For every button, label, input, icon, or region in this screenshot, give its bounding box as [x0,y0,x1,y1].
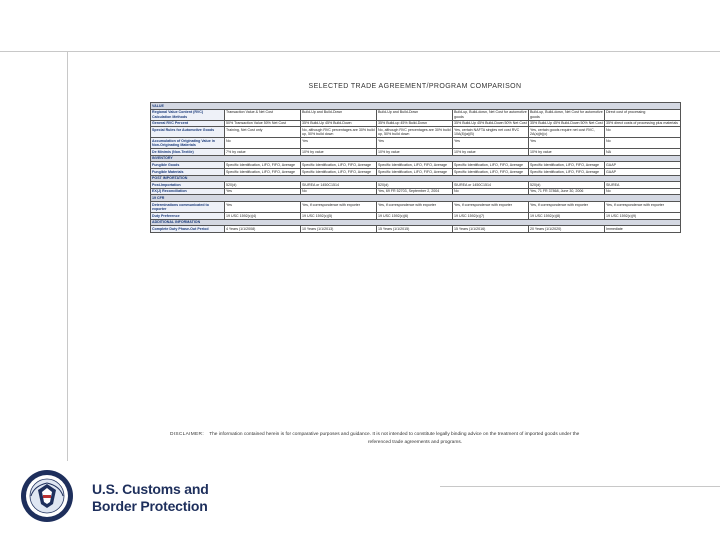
table-row [151,127,681,138]
table-row [151,162,681,169]
table-cell: Yes, if correspondence with exporter [529,201,605,212]
section-heading: VALUE [151,103,681,110]
table-cell: No, although RVC percentages are 30% build up, 50% build down [302,127,375,137]
row-label-cell: De Minimis (Non-Textile) [151,149,225,156]
table-cell: 15 Years (1/1/2016) [453,226,529,233]
table-cell: 10 Years (1/1/2013) [301,226,377,233]
table-cell: Specific Identification, LIFO, FIFO, Average [453,168,529,175]
table-cell: No [605,127,681,138]
table-cell: 19 USC 1592(c)(6) [377,212,453,219]
row-label-cell: Duty Preference [151,212,225,219]
table-cell: 50% Transaction Value 50% Net Cost [225,120,301,127]
table-cell: Specific Identification, LIFO, FIFO, Average [301,162,377,169]
table-cell: 10% by value [529,149,605,156]
table-cell: Specific Identification, LIFO, FIFO, Average [377,162,453,169]
table-cell: Build-up, Build-down, Net Cost for automotive goods [454,110,527,119]
table-cell: Yes [225,201,301,212]
table-row [151,120,681,127]
table-cell: GAAP [605,162,681,169]
row-label-cell: Post-Importation [151,182,225,189]
comparison-table-container [150,102,680,233]
row-label-cell: General RVC Percent [151,120,225,127]
table-cell: 10% by value [301,149,377,156]
table-cell: 35% direct costs of processing plus materials [605,120,681,127]
table-cell: 19 USC 1592(c)(5) [301,212,377,219]
bottom-divider [440,486,720,487]
table-cell: Yes, if correspondence with exporter [377,201,453,212]
table-cell: Yes [225,188,301,195]
row-label-cell: Complete Duty Phase-Out Period [151,226,225,233]
table-cell: 520(d) [225,182,301,189]
section-heading: INVENTORY [151,155,681,162]
table-cell: Immediate [605,226,681,233]
agency-wordmark [92,481,242,515]
table-row [151,201,681,212]
table-cell: 520(d) [529,182,605,189]
table-cell: 7% by value [225,149,301,156]
table-cell: 19 USC 1592(c)(8) [529,212,605,219]
row-label-cell: EX(J) Reconciliation [151,188,225,195]
table-cell: No [605,188,681,195]
table-cell: No, although RVC percentages are 30% build up, 50% build down [378,127,451,137]
disclaimer [170,431,660,446]
table-cell: Specific Identification, LIFO, FIFO, Average [453,162,529,169]
table-cell: Specific Identification, LIFO, FIFO, Average [225,162,301,169]
comparison-table-body [151,103,681,233]
table-cell: 10% by value [453,149,529,156]
table-cell: Training, Net Cost only [225,127,301,138]
table-section-row [151,103,681,110]
table-cell: Specific Identification, LIFO, FIFO, Average [529,168,605,175]
left-divider [67,51,68,461]
table-cell: SIUREA [605,182,681,189]
table-cell: 10% by value [377,149,453,156]
table-cell: Yes, certain goods require net cost RVC, 2A(a)(b)(c) [529,127,605,138]
table-cell: Yes [377,138,453,149]
table-cell: No [301,188,377,195]
table-cell: Yes, if correspondence with exporter [605,201,681,212]
agency-line2: Border Protection [92,498,208,514]
page-title: SELECTED TRADE AGREEMENT/PROGRAM COMPARISON [308,83,522,90]
table-cell: Yes [453,138,529,149]
table-cell: Yes, 69 FR 52703, September 2, 2004 [377,188,453,195]
section-heading: ADDITIONAL INFORMATION [151,219,681,226]
table-cell: 20 Years (1/1/2020) [529,226,605,233]
table-cell: 35% Build-up 45% Build-Down [377,120,453,127]
disclaimer-label: DISCLAIMER: [170,432,204,437]
row-label-cell: Fungible Materials [151,168,225,175]
table-cell: 19 USC 1592(c)(7) [453,212,529,219]
table-cell: Build-Up and Build-Down [377,109,453,120]
table-cell: Transaction Value & Net Cost [225,109,301,120]
table-cell: 35% Build-Up 45% Build-Down [301,120,377,127]
table-cell: No [225,138,301,149]
table-row [151,168,681,175]
section-heading: 19 CFR [151,195,681,202]
table-cell: 35% Build-Up 45% Build-Down 50% Net Cost [530,121,603,126]
row-label-cell: Determinations communicated to exporter [151,201,225,212]
section-heading: POST IMPORTATION [151,175,681,182]
table-cell: Specific Identification, LIFO, FIFO, Average [225,168,301,175]
table-cell: 19 USC 1592(c)(4) [225,212,301,219]
dhs-seal-icon [20,469,74,523]
table-cell: Yes, if correspondence with exporter [301,201,377,212]
disclaimer-text-line1: The information contained herein is for comparative purposes and guidance. It is not intended to constitute legally binding advice on the treatment of imported goods under the [209,432,580,437]
table-cell: SIUREA or 1450C1514 [453,182,529,189]
table-cell: GAAP [605,168,681,175]
top-divider [0,51,720,52]
table-cell: 19 USC 1592(c)(9) [605,212,681,219]
table-row [151,149,681,156]
table-row [151,226,681,233]
agency-line1: U.S. Customs and [92,481,209,497]
table-cell: Yes [301,138,377,149]
table-section-row [151,219,681,226]
comparison-table [150,102,681,233]
table-cell: 520(d) [377,182,453,189]
table-cell: 4 Years (1/1/2008) [225,226,301,233]
table-cell: Yes, certain NAFTA singles net cost RVC 10A(8)(a)(B) [453,127,529,138]
table-cell: No [453,188,529,195]
table-row [151,188,681,195]
row-label-cell: Accumulation of Originating Value in Non-Originating Materials [151,138,225,149]
table-cell: NA [605,149,681,156]
table-cell: Build-up, Build-down, Net Cost for automotive goods [530,110,603,119]
table-section-row [151,175,681,182]
disclaimer-text-line2: referenced trade agreements and programs. [367,439,463,445]
table-row [151,109,681,120]
row-label-cell: Fungible Goods [151,162,225,169]
table-cell: 35% Build-Up 45% Build-Down 50% Net Cost [454,121,527,126]
row-label-cell: Special Rules for Automotive Goods [151,127,225,138]
table-row [151,182,681,189]
table-row [151,138,681,149]
table-cell: Specific Identification, LIFO, FIFO, Average [529,162,605,169]
table-cell: 15 Years (1/1/2015) [377,226,453,233]
table-cell: Specific Identification, LIFO, FIFO, Average [301,168,377,175]
row-label-cell: Regional Value Content (RVC) Calculation Methods [151,109,225,120]
table-row [151,212,681,219]
table-cell: No [605,138,681,149]
table-cell: Direct cost of processing [605,109,681,120]
table-cell: Specific Identification, LIFO, FIFO, Average [377,168,453,175]
table-cell: Yes, if correspondence with exporter [453,201,529,212]
table-cell: Build-Up and Build-Down [301,109,377,120]
table-section-row [151,195,681,202]
table-cell: Yes [529,138,605,149]
table-cell: SIUREA or 1450C1514 [301,182,377,189]
table-section-row [151,155,681,162]
table-cell: Yes, 71 FR 37868, June 30, 2006 [529,188,605,195]
